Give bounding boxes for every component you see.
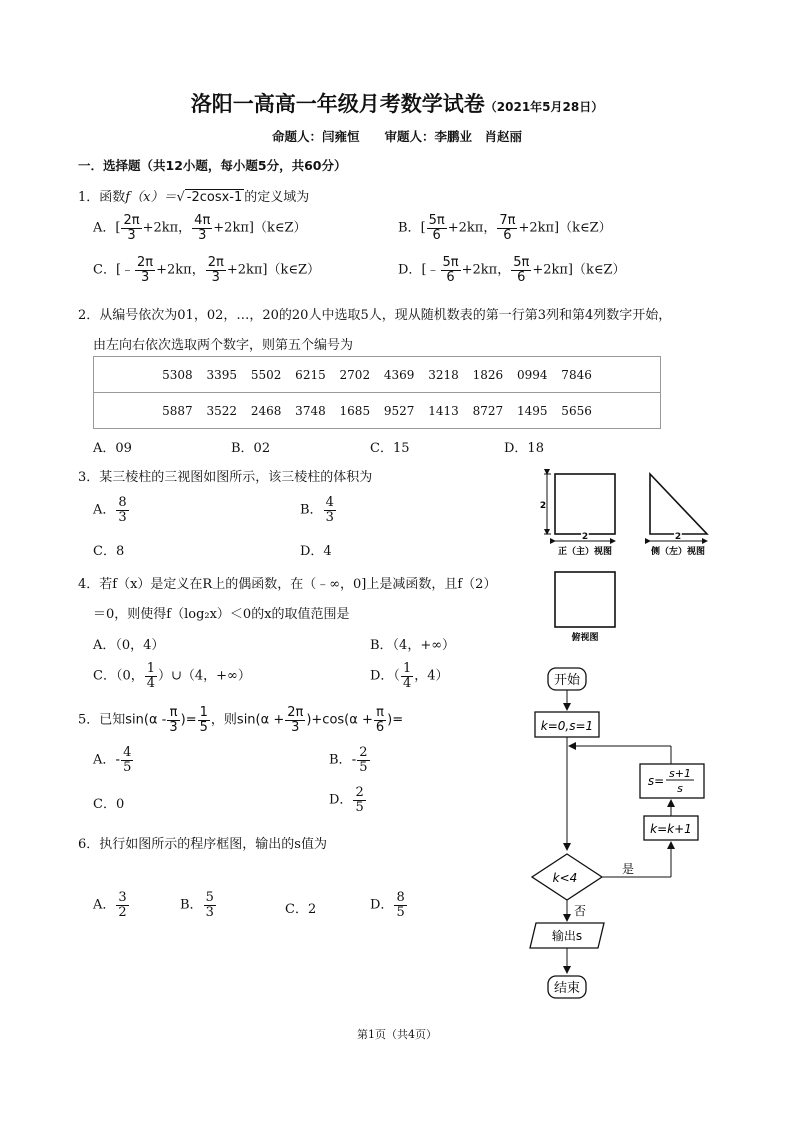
q4-option-d[interactable]: D．（ $\frac{1}{4}$ ，4） [370,661,449,691]
exam-authors: 命题人：闫雍恒 审题人：李鹏业 肖赵丽 [271,129,522,144]
q3-option-d[interactable]: D．4 [300,544,332,559]
question-6-stem: 6．执行如图所示的程序框图，输出的s值为 [78,837,327,852]
q2-option-a[interactable]: A．09 [93,441,132,456]
q2-option-d[interactable]: D．18 [504,441,544,456]
question-1-stem [78,186,309,205]
q5-option-b[interactable]: B．- $\frac{2}{5}$ [329,745,368,775]
q5-option-d[interactable]: D． $\frac{2}{5}$ [329,785,364,815]
q2-option-c[interactable]: C．15 [370,441,410,456]
program-flowchart [528,664,728,1004]
q6-option-d[interactable]: D． $\frac{8}{5}$ [370,890,405,920]
top-view-square [555,572,615,627]
question-4-line2: ＝0，则使得f（log₂x）＜0的x的取值范围是 [93,607,350,622]
question-3-stem: 3．某三棱柱的三视图如图所示，该三棱柱的体积为 [78,470,373,485]
q3-option-a[interactable]: A． $\frac{8}{3}$ [93,495,127,525]
question-number: 1． [78,190,100,205]
exam-date: （2021年5月28日） [484,100,604,114]
q5-option-a[interactable]: A．- $\frac{4}{5}$ [93,745,132,775]
dim-label-height: 2 [539,501,547,511]
radicand: -2cosx-1 [186,190,243,205]
stem-text: 函数 [99,190,126,205]
flow-increment-label: k=k+1 [650,822,692,836]
flow-yes-label: 是 [621,862,635,876]
q1-option-b[interactable]: B．[ $\frac{5\pi}{6}$ +2kπ， $\frac{7\pi}{6}$ +2kπ]（k∈Z） [398,213,612,243]
random-number-table [93,356,661,429]
random-table-row-2: 5887 3522 2468 3748 1685 9527 1413 8727 1495 5656 [94,393,661,429]
flow-no-label: 否 [573,904,587,918]
q6-option-b[interactable]: B． $\frac{5}{3}$ [180,890,214,920]
flow-init-label: k=0,s=1 [540,719,594,733]
flow-end-label: 结束 [553,981,581,996]
front-view-square [555,474,615,534]
q4-option-b[interactable]: B．（4，+∞） [370,638,456,653]
three-view-figure [535,466,725,646]
q3-option-b[interactable]: B． $\frac{4}{3}$ [300,495,334,525]
side-view-triangle [650,474,707,534]
q1-option-d[interactable]: D．[﹣ $\frac{5\pi}{6}$ +2kπ， $\frac{5\pi}{6}$ +2kπ]（k∈Z） [398,255,626,285]
exam-title [0,88,794,118]
flow-s-assign-label: s= [647,774,665,788]
q1-option-a[interactable]: A．[ $\frac{2\pi}{3}$ +2kπ， $\frac{4\pi}{3}$ +2kπ]（k∈Z） [93,213,307,243]
q6-option-a[interactable]: A． $\frac{3}{2}$ [93,890,127,920]
flow-output-label: 输出s [551,929,583,943]
dim-label-side-width: 2 [674,532,682,542]
q5-option-c[interactable]: C．0 [93,797,125,812]
flow-s-denominator: s [677,782,683,795]
top-view-label: 俯视图 [571,633,599,643]
flow-s-numerator: s+1 [669,767,691,780]
dim-label-front-width: 2 [581,532,589,542]
question-4-line1: 4．若f（x）是定义在R上的偶函数，在（﹣∞，0]上是减函数，且f（2） [78,577,497,592]
flow-decision-label: k<4 [552,871,578,885]
question-5-stem: 5．已知sin(α - $\frac{\pi}{3}$ )= $\frac{1}{5}$ ，则sin(α + $\frac{2\pi}{3}$ )+cos(α + $\frac{\pi}{6}$ )= [78,705,404,735]
side-view-label: 侧（左）视图 [650,547,706,557]
q6-option-c[interactable]: C．2 [285,902,317,917]
q4-option-a[interactable]: A．（0，4） [93,638,165,653]
section-heading: 一．选择题（共12小题，每小题5分，共60分） [78,158,347,173]
q2-option-b[interactable]: B．02 [231,441,271,456]
page-footer: 第1页（共4页） [357,1028,437,1041]
question-2-line1: 2．从编号依次为01，02，…，20的20人中选取5人，现从随机数表的第一行第3列和第4列数字开始， [78,308,672,323]
title-text: 洛阳一高高一年级月考数学试卷 [190,92,485,116]
flow-start-label: 开始 [553,673,581,688]
function-expr: f（x）＝ [125,190,177,205]
front-view-label: 正（主）视图 [557,547,613,557]
q3-option-c[interactable]: C．8 [93,544,125,559]
q4-option-c[interactable]: C．（0， $\frac{1}{4}$ ）∪（4，+∞） [93,661,251,691]
random-table-row-1: 5308 3395 5502 6215 2702 4369 3218 1826 0994 7846 [94,357,661,393]
stem-text: 的定义域为 [244,190,310,205]
question-2-line2: 由左向右依次选取两个数字，则第五个编号为 [93,338,354,353]
q1-option-c[interactable]: C．[﹣ $\frac{2\pi}{3}$ +2kπ， $\frac{2\pi}{3}$ +2kπ]（k∈Z） [93,255,321,285]
sqrt-symbol: √ [176,190,185,205]
